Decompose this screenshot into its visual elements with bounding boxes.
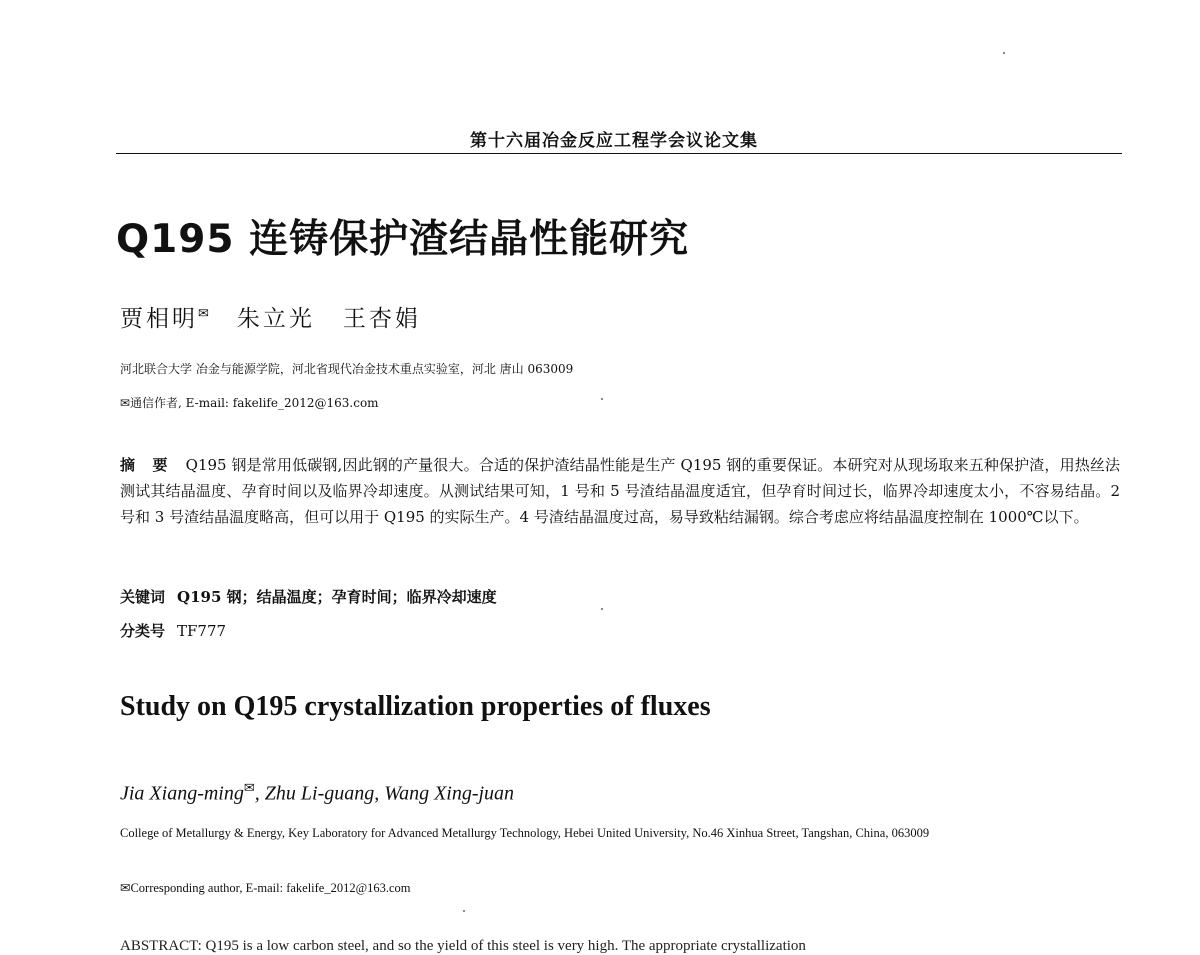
title-en: Study on Q195 crystallization properties of fluxes [120,691,711,722]
authors-en [120,780,514,806]
keywords-label: 关键词 [120,588,166,606]
keywords-text: Q195 钢；结晶温度；孕育时间；临界冷却速度 [177,588,497,606]
classification-cn [120,620,226,641]
running-header: 第十六届冶金反应工程学会议论文集 [470,131,758,151]
author-cn-3: 王杏娟 [342,306,421,332]
scan-speck [1003,52,1005,54]
affiliation-en: College of Metallurgy & Energy, Key Laboratory for Advanced Metallurgy Technology, Hebei United University, No.46 Xinhua Street, Tangshan, China, 063009 [120,826,930,840]
affiliation-cn: 河北联合大学 冶金与能源学院，河北省现代冶金技术重点实验室，河北 唐山 063009 [120,362,574,376]
abstract-cn [120,452,1120,530]
title-cn: Q195 连铸保护渣结晶性能研究 [116,217,690,262]
abstract-text: Q195 钢是常用低碳钢,因此钢的产量很大。合适的保护渣结晶性能是生产 Q195 钢的重要保证。本研究对从现场取来五种保护渣，用热丝法测试其结晶温度、孕育时间以及临界冷却速度。从测试结果可知，1 号和 5 号渣结晶温度适宜，但孕育时间过长，临界冷却速度太小，不容易结晶。2 号和 3 号渣结晶温度略高，但可以用于 Q195 的实际生产。4 号渣结晶温度过高，易导致粘结漏钢。综合考虑应将结晶温度控制在 1000℃以下。 [120,456,1120,526]
scan-speck [601,398,603,400]
author-cn-1: 贾相明 [120,306,198,332]
classification-value: TF777 [177,622,227,640]
abstract-label: 摘 要 [120,456,174,474]
email-en: ✉Corresponding author, E-mail: fakelife_2012@163.com [120,881,411,895]
scan-speck [463,910,465,912]
header-rule [116,153,1122,154]
envelope-icon: ✉ [198,306,209,322]
abstract-en-cutoff: ABSTRACT: Q195 is a low carbon steel, and so the yield of this steel is very high. The appropriate crystallization [120,938,806,954]
author-en-1: Jia Xiang-ming [120,782,244,805]
keywords-cn [120,586,497,607]
email-cn: ✉通信作者, E-mail: fakelife_2012@163.com [120,396,379,410]
envelope-icon: ✉ [243,780,255,795]
authors-cn [120,300,421,333]
authors-en-rest: , Zhu Li-guang, Wang Xing-juan [254,782,515,805]
scan-speck [601,608,603,610]
classification-label: 分类号 [120,622,166,640]
author-cn-2: 朱立光 [236,306,315,332]
